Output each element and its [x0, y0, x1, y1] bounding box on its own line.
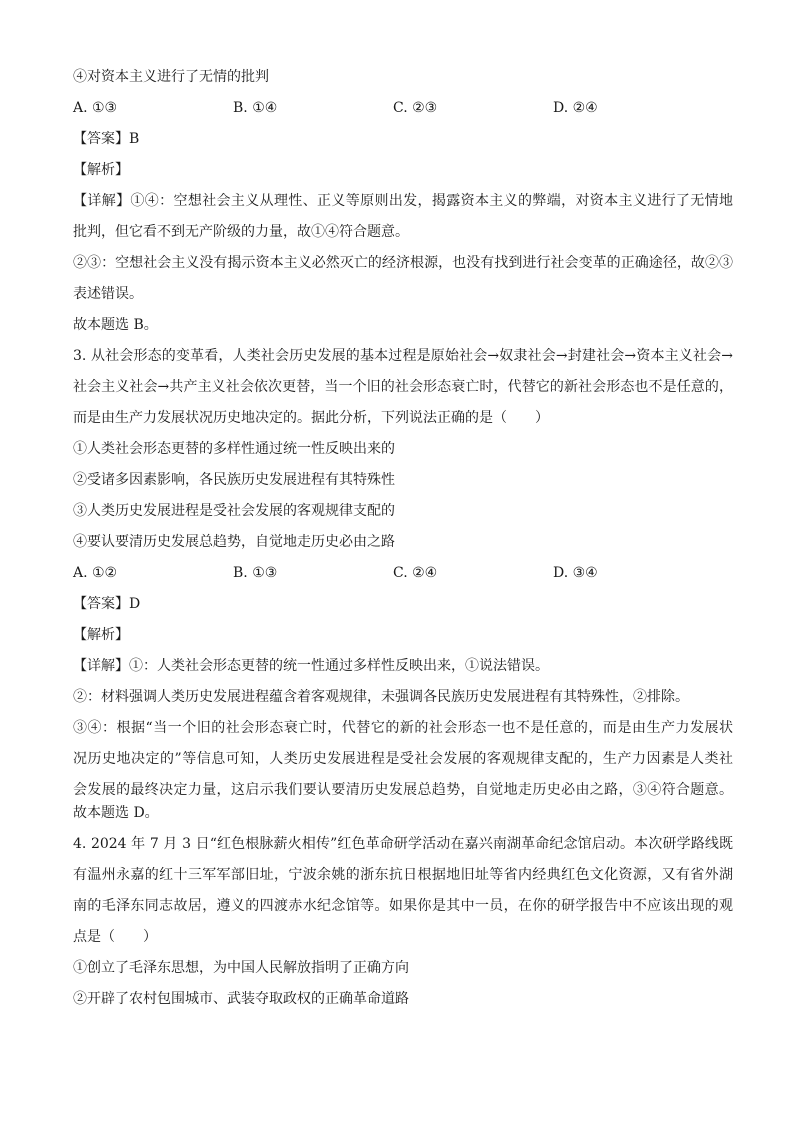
q4-stem-line: 点是（ ）: [73, 929, 157, 945]
q3-option-c: C. ②④: [393, 565, 438, 581]
q2-option-d: D. ②④: [553, 100, 598, 116]
q3-options: [73, 558, 733, 589]
q2-option-a: A. ①③: [73, 100, 118, 116]
q3-detail-line: 【详解】①：人类社会形态更替的统一性通过多样性反映出来，①说法错误。: [73, 658, 549, 674]
document-page: [73, 62, 733, 1015]
q2-conclusion: 故本题选 B。: [73, 317, 158, 333]
q2-detail-line: 表述错误。: [73, 286, 143, 302]
q2-options: [73, 93, 733, 124]
q3-stem-line: 而是由生产力发展状况历史地决定的。据此分析，下列说法正确的是（ ）: [73, 410, 549, 426]
q3-option-b: B. ①③: [233, 565, 278, 581]
q3-answer: 【答案】D: [73, 596, 141, 612]
q4-item-1: ①创立了毛泽东思想，为中国人民解放指明了正确方向: [73, 960, 409, 976]
q3-detail-line: ③④：根据“当一个旧的社会形态衰亡时，代替它的新的社会形态一也不是任意的，而是由生产力发展状: [73, 720, 733, 736]
q2-analysis-label: 【解析】: [73, 162, 129, 178]
q3-conclusion: 故本题选 D。: [73, 805, 159, 821]
q4-stem-line: 4. 2024 年 7 月 3 日“红色根脉薪火相传”红色革命研学活动在嘉兴南湖革命纪念馆启动。本次研学路线既: [73, 836, 733, 852]
q4-item-2: ②开辟了农村包围城市、武装夺取政权的正确革命道路: [73, 991, 409, 1007]
q2-detail-line: ②③：空想社会主义没有揭示资本主义必然灭亡的经济根源，也没有找到进行社会变革的正确途径，故②③: [73, 255, 733, 271]
q3-detail-line: 况历史地决定的”等信息可知，人类历史发展进程是受社会发展的客观规律支配的，生产力因素是人类社: [73, 751, 733, 767]
q3-option-a: A. ①②: [73, 565, 118, 581]
q3-option-d: D. ③④: [553, 565, 598, 581]
q2-option-b: B. ①④: [233, 100, 278, 116]
q4-stem-line: 有温州永嘉的红十三军军部旧址，宁波余姚的浙东抗日根据地旧址等省内经典红色文化资源，又有省外湖: [73, 867, 733, 883]
q3-item-4: ④要认要清历史发展总趋势，自觉地走历史必由之路: [73, 534, 395, 550]
q3-detail-line: 会发展的最终决定力量，这启示我们要认要清历史发展总趋势，自觉地走历史必由之路，③④符合题意。: [73, 782, 733, 798]
q3-item-2: ②受诸多因素影响，各民族历史发展进程有其特殊性: [73, 472, 395, 488]
q3-item-1: ①人类社会形态更替的多样性通过统一性反映出来的: [73, 441, 395, 457]
q2-detail-line: 批判，但它看不到无产阶级的力量，故①④符合题意。: [73, 224, 409, 240]
q3-analysis-label: 【解析】: [73, 627, 129, 643]
q3-item-3: ③人类历史发展进程是受社会发展的客观规律支配的: [73, 503, 395, 519]
q3-stem-line: 社会主义社会→共产主义社会依次更替，当一个旧的社会形态衰亡时，代替它的新社会形态也不是任意的，: [73, 379, 733, 395]
q3-stem-line: 3. 从社会形态的变革看，人类社会历史发展的基本过程是原始社会→奴隶社会→封建社会→资本主义社会→: [73, 348, 733, 364]
q4-stem-line: 南的毛泽东同志故居，遵义的四渡赤水纪念馆等。如果你是其中一员，在你的研学报告中不应该出现的观: [73, 898, 733, 914]
q3-detail-line: ②：材料强调人类历史发展进程蕴含着客观规律，未强调各民族历史发展进程有其特殊性，②排除。: [73, 689, 689, 705]
q2-option-c: C. ②③: [393, 100, 438, 116]
q2-item-4: ④对资本主义进行了无情的批判: [73, 69, 269, 85]
q2-answer: 【答案】B: [73, 131, 140, 147]
q2-detail-line: 【详解】①④：空想社会主义从理性、正义等原则出发，揭露资本主义的弊端，对资本主义进行了无情地: [73, 193, 733, 209]
